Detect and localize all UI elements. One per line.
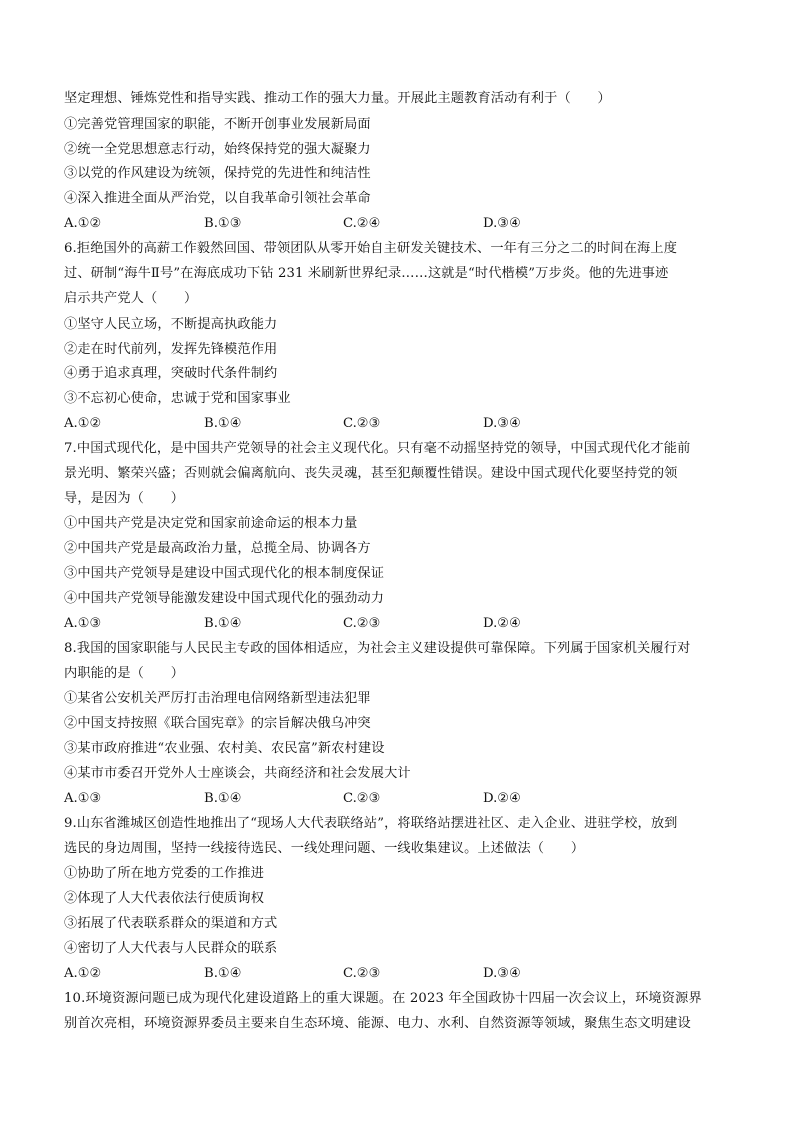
q6-choice-c[interactable]: C.②③ xyxy=(343,416,381,431)
q7-stem-line-3: 导，是因为（ ） xyxy=(64,491,185,506)
q8-stem-line-2: 内职能的是（ ） xyxy=(64,666,185,681)
q5-choice-c[interactable]: C.②④ xyxy=(343,216,381,231)
q8-stem-line-1: 8.我国的国家职能与人民民主专政的国体相适应，为社会主义建设提供可靠保障。下列属于国家机关履行对 xyxy=(64,641,691,656)
q8-choice-c[interactable]: C.②③ xyxy=(343,791,381,806)
q9-option-4: ④密切了人大代表与人民群众的联系 xyxy=(64,941,278,956)
q6-stem-line-3: 启示共产党人（ ） xyxy=(64,291,198,306)
q6-choice-a[interactable]: A.①② xyxy=(64,416,102,431)
q8-option-4: ④某市市委召开党外人士座谈会，共商经济和社会发展大计 xyxy=(64,766,411,781)
q5-stem-line-1: 坚定理想、锤炼党性和指导实践、推动工作的强大力量。开展此主题教育活动有利于（ ） xyxy=(64,91,611,106)
q6-stem-line-1: 6.拒绝国外的高薪工作毅然回国、带领团队从零开始自主研发关键技术、一年有三分之二的时间在海上度 xyxy=(64,241,678,256)
q8-choice-b[interactable]: B.①④ xyxy=(204,791,242,806)
q6-option-3: ④勇于追求真理，突破时代条件制约 xyxy=(64,366,278,381)
q8-choice-d[interactable]: D.②④ xyxy=(483,791,521,806)
q9-stem-line-1: 9.山东省潍城区创造性地推出了“现场人大代表联络站”，将联络站摆进社区、走入企业、进驻学校，放到 xyxy=(64,816,678,831)
q7-choice-d[interactable]: D.②④ xyxy=(483,616,521,631)
q8-choice-a[interactable]: A.①③ xyxy=(64,791,102,806)
q10-stem-line-2: 别首次亮相，环境资源界委员主要来自生态环境、能源、电力、水利、自然资源等领域，聚焦生态文明建设 xyxy=(64,1016,691,1031)
q9-stem-line-2: 选民的身边周围，坚持一线接待选民、一线处理问题、一线收集建议。上述做法（ ） xyxy=(64,841,585,856)
q7-option-4: ④中国共产党领导能激发建设中国式现代化的强劲动力 xyxy=(64,591,385,606)
q8-option-3: ③某市政府推进“农业强、农村美、农民富”新农村建设 xyxy=(64,741,385,756)
q7-option-3: ③中国共产党领导是建设中国式现代化的根本制度保证 xyxy=(64,566,385,581)
q7-choice-c[interactable]: C.②③ xyxy=(343,616,381,631)
q6-option-4: ③不忘初心使命，忠诚于党和国家事业 xyxy=(64,391,291,406)
q8-option-1: ①某省公安机关严厉打击治理电信网络新型违法犯罪 xyxy=(64,691,371,706)
q7-choice-b[interactable]: B.①④ xyxy=(204,616,242,631)
q9-choice-b[interactable]: B.①④ xyxy=(204,966,242,981)
q6-choices xyxy=(64,414,724,434)
q10-stem-line-1: 10.环境资源问题已成为现代化建设道路上的重大课题。在 2023 年全国政协十四届一次会议上，环境资源界 xyxy=(64,991,702,1006)
q8-option-2: ②中国支持按照《联合国宪章》的宗旨解决俄乌冲突 xyxy=(64,716,371,731)
q6-option-2: ②走在时代前列，发挥先锋模范作用 xyxy=(64,342,278,357)
q7-option-1: ①中国共产党是决定党和国家前途命运的根本力量 xyxy=(64,516,358,531)
q5-option-3: ③以党的作风建设为统领，保持党的先进性和纯洁性 xyxy=(64,166,371,181)
q9-option-1: ①协助了所在地方党委的工作推进 xyxy=(64,866,265,881)
q7-choice-a[interactable]: A.①③ xyxy=(64,616,102,631)
q9-choice-a[interactable]: A.①② xyxy=(64,966,102,981)
q6-stem-line-2: 过、研制“海牛Ⅱ号”在海底成功下钻 231 米刷新世界纪录……这就是“时代楷模”万步炎。他的先进事迹 xyxy=(64,266,669,281)
q5-option-2: ②统一全党思想意志行动，始终保持党的强大凝聚力 xyxy=(64,142,371,157)
q9-choices xyxy=(64,964,724,984)
q6-option-1: ①坚守人民立场，不断提高执政能力 xyxy=(64,317,278,332)
q9-option-2: ②体现了人大代表依法行使质询权 xyxy=(64,891,265,906)
q9-choice-d[interactable]: D.③④ xyxy=(483,966,521,981)
q5-choice-d[interactable]: D.③④ xyxy=(483,216,521,231)
q5-option-4: ④深入推进全面从严治党，以自我革命引领社会革命 xyxy=(64,191,371,206)
q9-choice-c[interactable]: C.②③ xyxy=(343,966,381,981)
q7-choices xyxy=(64,614,724,634)
q5-choice-b[interactable]: B.①③ xyxy=(204,216,242,231)
q7-stem-line-1: 7.中国式现代化，是中国共产党领导的社会主义现代化。只有毫不动摇坚持党的领导，中国式现代化才能前 xyxy=(64,441,691,456)
q7-stem-line-2: 景光明、繁荣兴盛；否则就会偏离航向、丧失灵魂，甚至犯颠覆性错误。建设中国式现代化要坚持党的领 xyxy=(64,466,678,481)
q5-option-1: ①完善党管理国家的职能，不断开创事业发展新局面 xyxy=(64,117,371,132)
q9-option-3: ③拓展了代表联系群众的渠道和方式 xyxy=(64,916,278,931)
q6-choice-b[interactable]: B.①④ xyxy=(204,416,242,431)
q7-option-2: ②中国共产党是最高政治力量，总揽全局、协调各方 xyxy=(64,541,371,556)
q5-choices xyxy=(64,214,724,234)
q8-choices xyxy=(64,789,724,809)
q5-choice-a[interactable]: A.①② xyxy=(64,216,102,231)
q6-choice-d[interactable]: D.③④ xyxy=(483,416,521,431)
